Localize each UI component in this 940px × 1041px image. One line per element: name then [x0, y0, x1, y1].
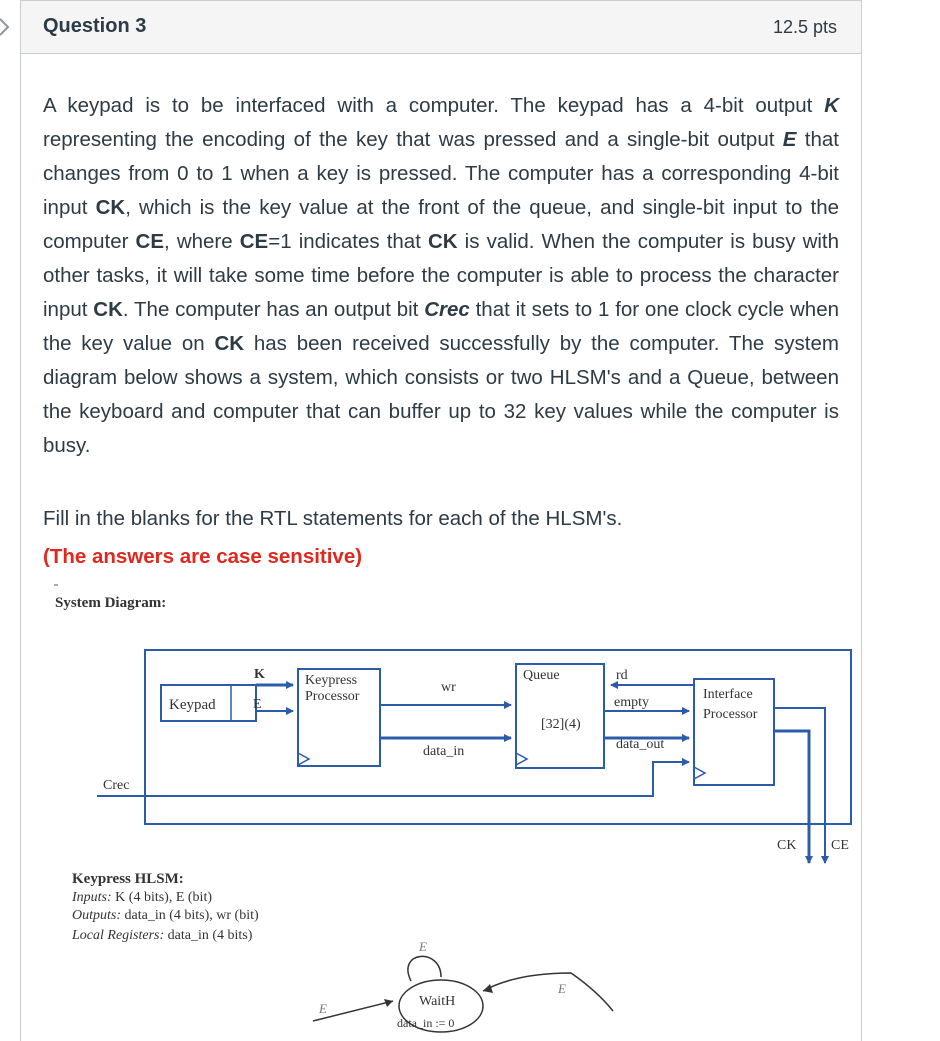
system-diagram: [41, 581, 881, 1041]
hlsm-inputs: Inputs: K (4 bits), E (bit): [72, 890, 212, 905]
queue-label: Queue: [523, 668, 560, 683]
data-out-label: data_out: [616, 737, 665, 752]
question-paragraph: A keypad is to be interfaced with a computer. The keypad has a 4-bit output K representing the encoding of the key that was pressed and a single-bit output E that changes from 0 to 1 when a key is pressed. The computer has a corresponding 4-bit input CK, which is the key value at the front of the queue, and single-bit input to the computer CE, where CE=1 indicates that CK is valid. When the computer is busy with other tasks, it will take some time before the computer is able to process the character input CK. The computer has an output bit Crec that it sets to 1 for one clock cycle when the key value on CK has been received successfully by the computer. The system diagram below shows a system, which consists or two HLSM's and a Queue, between the keyboard and computer that can buffer up to 32 key values while the computer is busy.: [43, 94, 840, 457]
case-sensitive-note: (The answers are case sensitive): [43, 545, 363, 568]
ck-label: CK: [777, 838, 797, 853]
question-header: [21, 1, 861, 54]
question-text: [43, 89, 839, 463]
question-card: [20, 0, 862, 1041]
state-waith-label: WaitH: [419, 994, 456, 1009]
hlsm-title: Keypress HLSM:: [72, 871, 184, 887]
crec-label: Crec: [103, 778, 130, 793]
self-loop-arc: [408, 956, 441, 981]
arc-left-condition: E: [319, 1001, 327, 1016]
question-points: 12.5 pts: [772, 17, 837, 37]
keypress-processor-label-2: Processor: [305, 689, 360, 704]
question-title: Question 3: [43, 15, 147, 37]
data-in-label: data_in: [423, 744, 465, 759]
wr-label: wr: [441, 680, 456, 695]
keypad-label: Keypad: [169, 697, 216, 713]
hlsm-outputs: Outputs: data_in (4 bits), wr (bit): [72, 908, 259, 923]
diagram-heading: System Diagram:: [55, 595, 167, 611]
arc-right-condition: E: [558, 981, 566, 996]
keypress-processor-label-1: Keypress: [305, 673, 358, 688]
rd-label: rd: [616, 668, 628, 683]
ce-label: CE: [831, 838, 849, 853]
self-loop-condition: E: [419, 939, 427, 954]
interface-processor-label-1: Interface: [703, 687, 753, 702]
state-waith-action: data_in := 0: [397, 1016, 455, 1030]
keypad-k-label: K: [254, 667, 265, 682]
hlsm-local-registers: Local Registers: data_in (4 bits): [72, 928, 253, 943]
fill-in-instruction: Fill in the blanks for the RTL statements for each of the HLSM's.: [43, 507, 623, 530]
collapse-chevron-icon[interactable]: [0, 16, 16, 38]
arc-out-of-waith: [483, 973, 613, 1011]
interface-processor-label-2: Processor: [703, 707, 758, 722]
empty-label: empty: [614, 695, 649, 710]
queue-size-label: [32](4): [541, 717, 581, 732]
keypad-e-label: E: [253, 697, 262, 712]
